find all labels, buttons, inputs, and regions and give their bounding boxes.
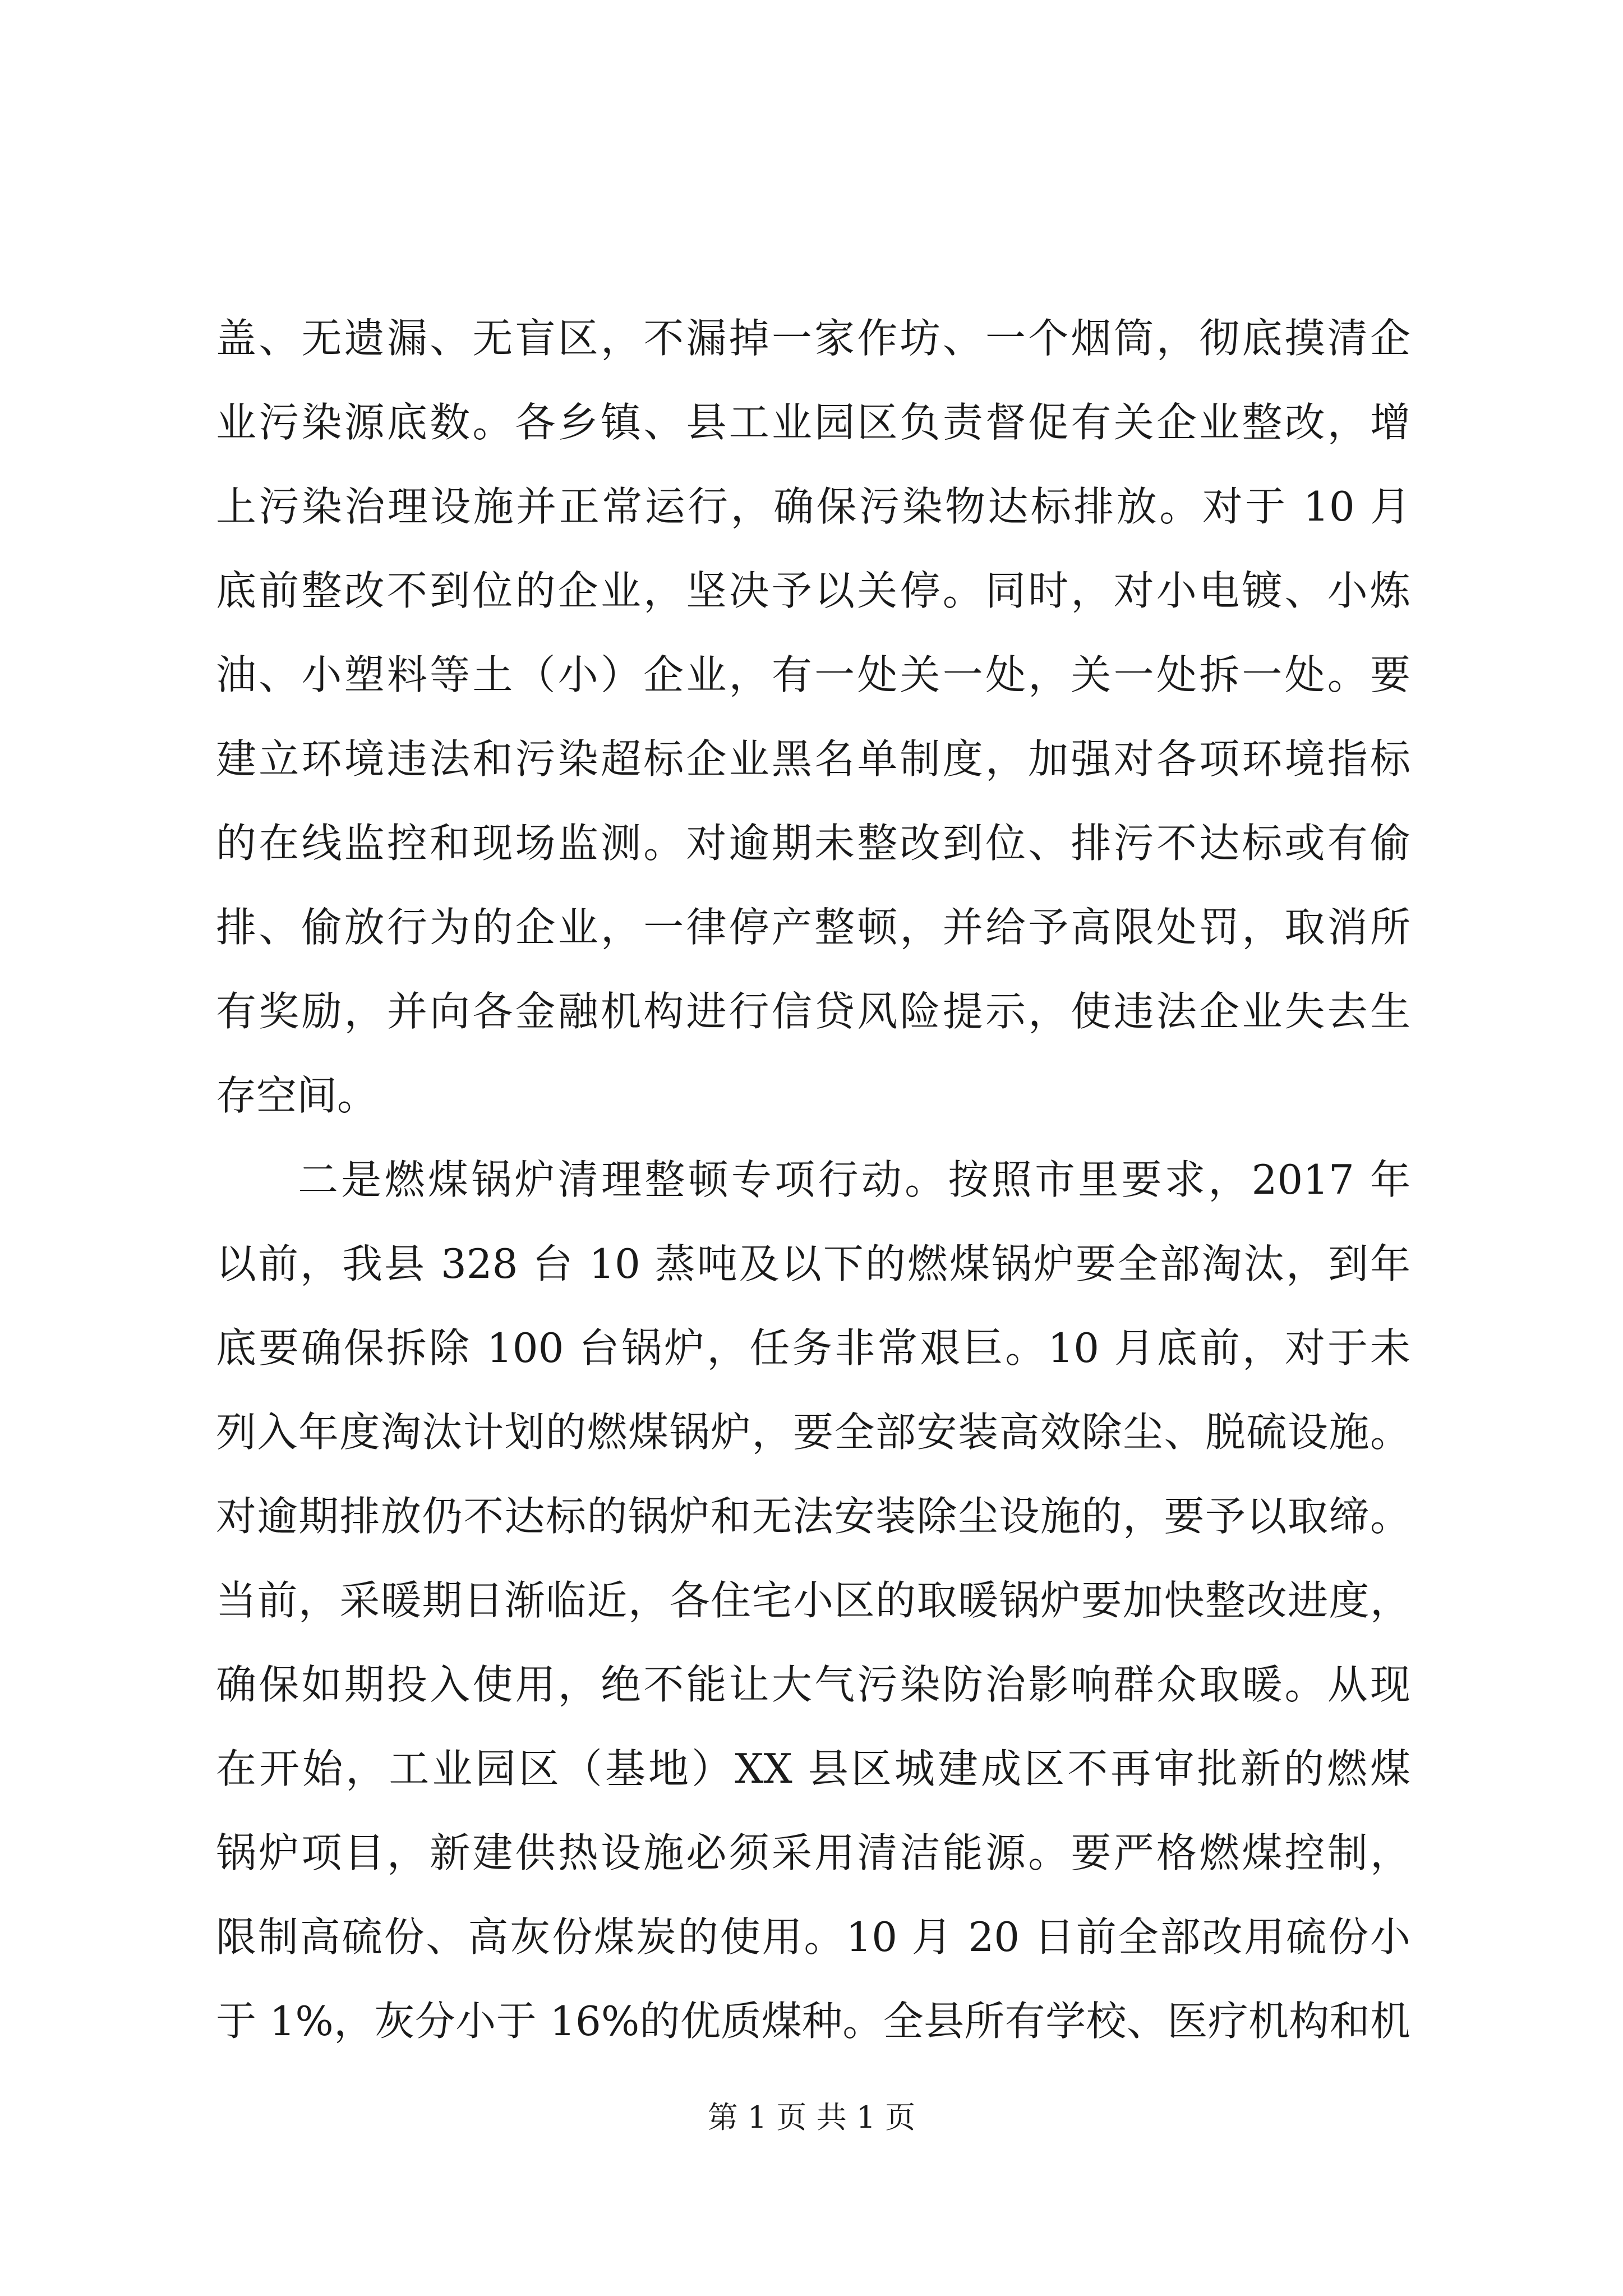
text-line: 对逾期排放仍不达标的锅炉和无法安装除尘设施的，要予以取缔。 — [216, 1493, 1410, 1540]
text-line: 以前，我县 328 台 10 蒸吨及以下的燃煤锅炉要全部淘汰，到年 — [216, 1240, 1410, 1287]
paragraph-2 — [216, 1138, 1410, 2063]
text-line: 存空间。 — [216, 1072, 378, 1119]
text-line: 于 1%，灰分小于 16%的优质煤种。全县所有学校、医疗机构和机 — [216, 1998, 1410, 2045]
text-line: 确保如期投入使用，绝不能让大气污染防治影响群众取暖。从现 — [216, 1661, 1410, 1708]
text-line: 底前整改不到位的企业，坚决予以关停。同时，对小电镀、小炼 — [216, 567, 1410, 614]
text-line: 锅炉项目，新建供热设施必须采用清洁能源。要严格燃煤控制， — [216, 1829, 1410, 1876]
text-line: 的在线监控和现场监测。对逾期未整改到位、排污不达标或有偷 — [216, 820, 1410, 867]
text-line: 底要确保拆除 100 台锅炉，任务非常艰巨。10 月底前，对于未 — [216, 1324, 1410, 1372]
text-line: 在开始，工业园区（基地）XX 县区城建成区不再审批新的燃煤 — [216, 1745, 1410, 1792]
text-line: 业污染源底数。各乡镇、县工业园区负责督促有关企业整改，增 — [216, 399, 1410, 446]
text-line: 建立环境违法和污染超标企业黑名单制度，加强对各项环境指标 — [216, 735, 1410, 783]
page-footer: 第 1 页 共 1 页 — [707, 2100, 916, 2135]
text-line: 当前，采暖期日渐临近，各住宅小区的取暖锅炉要加快整改进度， — [216, 1577, 1410, 1624]
text-line: 上污染治理设施并正常运行，确保污染物达标排放。对于 10 月 — [216, 483, 1410, 530]
text-line: 限制高硫份、高灰份煤炭的使用。10 月 20 日前全部改用硫份小 — [216, 1913, 1410, 1961]
text-line: 二是燃煤锅炉清理整顿专项行动。按照市里要求，2017 年 — [298, 1156, 1410, 1203]
text-line: 列入年度淘汰计划的燃煤锅炉，要全部安装高效除尘、脱硫设施。 — [216, 1409, 1410, 1456]
document-body — [216, 296, 1410, 2063]
text-line: 排、偷放行为的企业，一律停产整顿，并给予高限处罚，取消所 — [216, 904, 1410, 951]
paragraph-1 — [216, 296, 1410, 1138]
text-line: 有奖励，并向各金融机构进行信贷风险提示，使违法企业失去生 — [216, 988, 1410, 1035]
text-line: 油、小塑料等土（小）企业，有一处关一处，关一处拆一处。要 — [216, 651, 1410, 698]
text-line: 盖、无遗漏、无盲区，不漏掉一家作坊、一个烟筒，彻底摸清企 — [216, 315, 1410, 362]
